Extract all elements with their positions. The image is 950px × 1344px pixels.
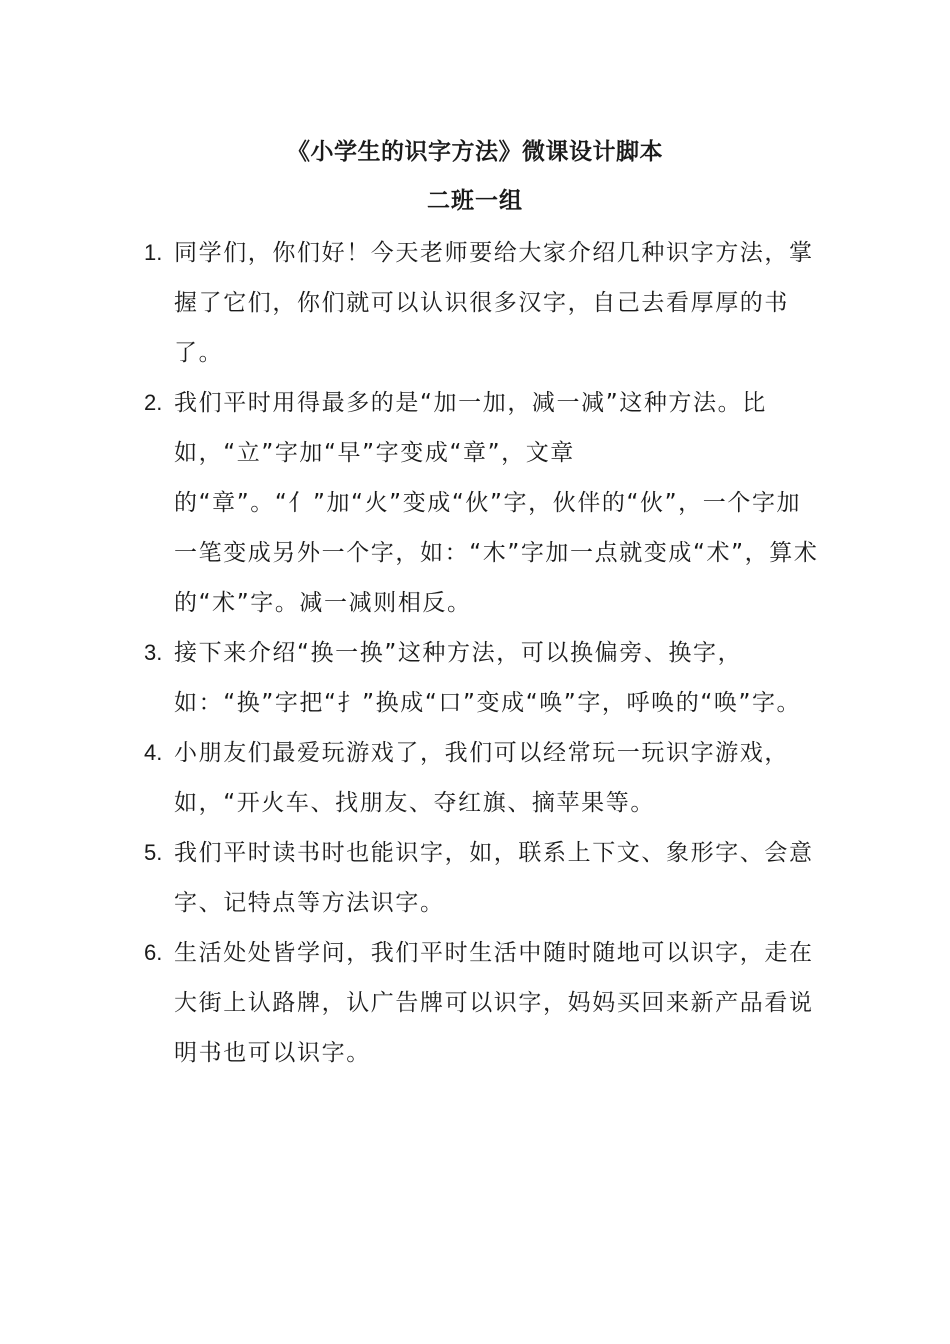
list-item-text: 同学们，你们好！今天老师要给大家介绍几种识字方法，掌握了它们，你们就可以认识很多汉字，自己去看厚厚的书了。 — [174, 240, 814, 366]
list-item — [144, 928, 824, 1078]
list-item-text: 我们平时用得最多的是“加一加，减一减”这种方法。比如，“立”字加“早”字变成“章”，文章的“章”。“亻”加“火”变成“伙”字，伙伴的“伙”，一个字加一笔变成另外一个字，如：“木”字加一点就变成“术”，算术的“术”字。减一减则相反。 — [174, 390, 819, 616]
list-item — [144, 828, 824, 928]
list-item-number: 2. — [144, 390, 163, 415]
list-item-number: 5. — [144, 840, 163, 865]
list-item — [144, 378, 824, 628]
list-item-text: 我们平时读书时也能识字，如，联系上下文、象形字、会意字、记特点等方法识字。 — [174, 840, 814, 916]
list-item-number: 6. — [144, 940, 163, 965]
list-item-number: 3. — [144, 640, 163, 665]
list-item-number: 4. — [144, 740, 163, 765]
list-item-text: 生活处处皆学问，我们平时生活中随时随地可以识字，走在大街上认路牌，认广告牌可以识字，妈妈买回来新产品看说明书也可以识字。 — [174, 940, 814, 1066]
list-item-text: 小朋友们最爱玩游戏了，我们可以经常玩一玩识字游戏，如，“开火车、找朋友、夺红旗、摘苹果等。 — [174, 740, 789, 816]
numbered-list — [144, 228, 824, 1078]
list-item-number: 1. — [144, 240, 163, 265]
document-subtitle: 二班一组 — [427, 188, 523, 214]
list-item-text: 接下来介绍“换一换”这种方法，可以换偏旁、换字，如：“换”字把“扌”换成“口”变成“唤”字，呼唤的“唤”字。 — [174, 640, 802, 716]
list-item — [144, 728, 824, 828]
document-title: 《小学生的识字方法》微课设计脚本 — [287, 139, 663, 165]
list-item — [144, 228, 824, 378]
list-item — [144, 628, 824, 728]
